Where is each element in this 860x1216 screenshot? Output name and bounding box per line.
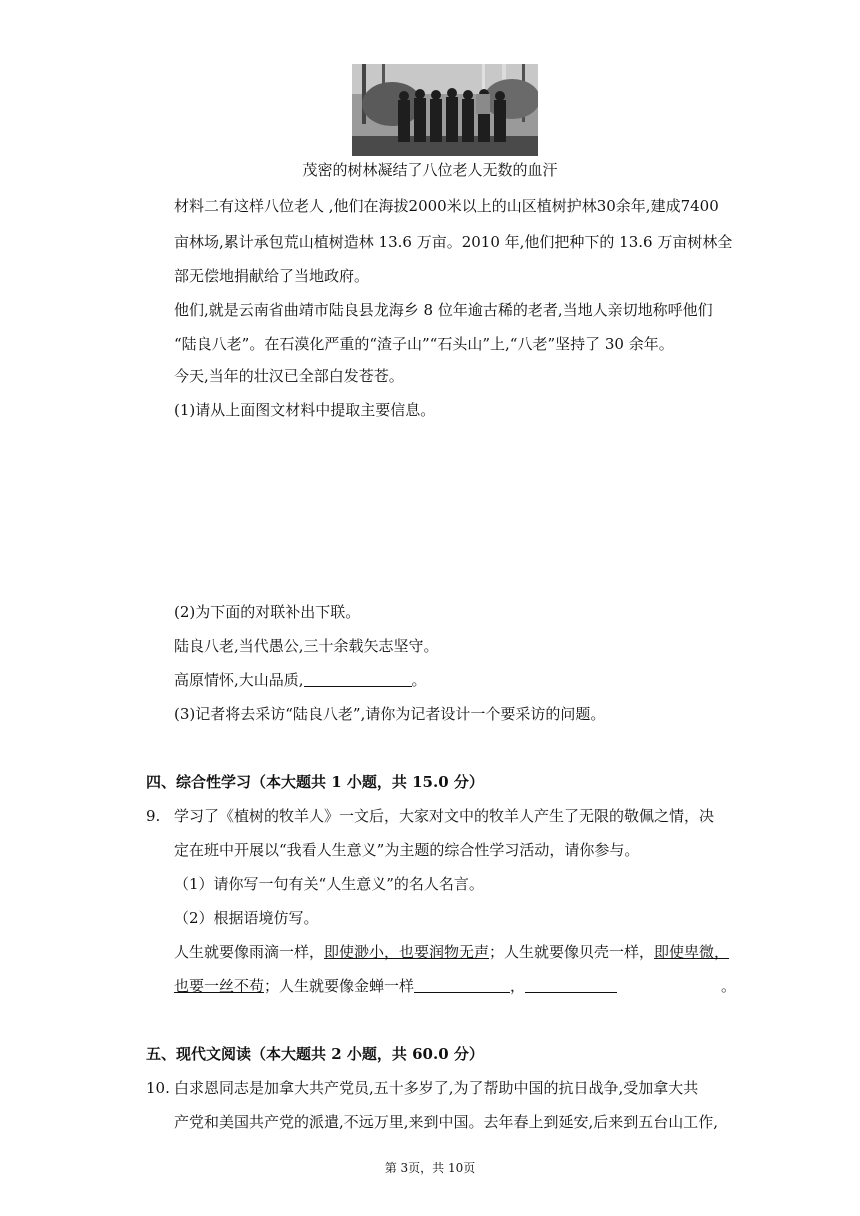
answer-blank[interactable] bbox=[304, 672, 412, 687]
question-1: (1)请从上面图文材料中提取主要信息。 bbox=[174, 401, 436, 419]
q10-line: 产党和美国共产党的派遣,不远万里,来到中国。去年春上到延安,后来到五台山工作, bbox=[174, 1113, 719, 1131]
question-number-9: 9. bbox=[146, 807, 161, 825]
imitation-line-2 bbox=[174, 976, 736, 996]
material-line: 他们,就是云南省曲靖市陆良县龙海乡 8 位年逾古稀的老者,当地人亲切地称呼他们 bbox=[174, 301, 713, 319]
couplet-lower-end: 。 bbox=[411, 671, 427, 689]
question-number-10: 10. bbox=[146, 1079, 170, 1097]
material-line: 亩林场,累计承包荒山植树造林 13.6 万亩。2010 年,他们把种下的 13.6 万亩树林全 bbox=[174, 233, 733, 251]
imitation-underlined: 也要一丝不苟 bbox=[174, 977, 265, 995]
material-line: 材料二有这样八位老人 ,他们在海拔2000米以上的山区植树护林30余年,建成7400 bbox=[174, 197, 719, 215]
imitation-comma: ， bbox=[510, 977, 526, 995]
section-4-heading: 四、综合性学习（本大题共 1 小题，共 15.0 分） bbox=[146, 773, 484, 791]
q10-line: 白求恩同志是加拿大共产党员,五十多岁了,为了帮助中国的抗日战争,受加拿大共 bbox=[174, 1079, 699, 1097]
q9-line: 学习了《植树的牧羊人》一文后，大家对文中的牧羊人产生了无限的敬佩之情，决 bbox=[174, 807, 715, 825]
question-2-prompt: (2)为下面的对联补出下联。 bbox=[174, 603, 361, 621]
material-line: 部无偿地捐献给了当地政府。 bbox=[174, 267, 370, 285]
couplet-lower bbox=[174, 670, 427, 690]
imitation-line-1 bbox=[174, 942, 729, 962]
answer-blank[interactable] bbox=[414, 978, 510, 993]
q9-sub-1: （1）请你写一句有关“人生意义”的名人名言。 bbox=[174, 875, 484, 893]
page-footer: 第 3页，共 10页 bbox=[384, 1161, 476, 1175]
elders-forest-photo bbox=[352, 64, 538, 156]
imitation-text: ；人生就要像金蝉一样 bbox=[264, 977, 415, 995]
q9-sub-2: （2）根据语境仿写。 bbox=[174, 909, 319, 927]
imitation-underlined: 即使卑微， bbox=[654, 943, 730, 961]
couplet-lower-text: 高原情怀,大山品质, bbox=[174, 671, 304, 689]
imitation-end: 。 bbox=[721, 977, 737, 995]
material-line: 今天,当年的壮汉已全部白发苍苍。 bbox=[174, 367, 404, 385]
answer-blank[interactable] bbox=[525, 978, 617, 993]
imitation-text: ；人生就要像贝壳一样， bbox=[489, 943, 655, 961]
material-line: “陆良八老”。在石漠化严重的“渣子山”“石头山”上,“八老”坚持了 30 余年。 bbox=[174, 335, 674, 353]
q9-line: 定在班中开展以“我看人生意义”为主题的综合性学习活动，请你参与。 bbox=[174, 841, 640, 859]
imitation-underlined: 即使渺小，也要润物无声 bbox=[324, 943, 490, 961]
photo-caption: 茂密的树林凝结了八位老人无数的血汗 bbox=[302, 161, 558, 179]
couplet-upper: 陆良八老,当代愚公,三十余载矢志坚守。 bbox=[174, 637, 439, 655]
imitation-text: 人生就要像雨滴一样， bbox=[174, 943, 325, 961]
question-3: (3)记者将去采访“陆良八老”,请你为记者设计一个要采访的问题。 bbox=[174, 705, 606, 723]
section-5-heading: 五、现代文阅读（本大题共 2 小题，共 60.0 分） bbox=[146, 1045, 484, 1063]
